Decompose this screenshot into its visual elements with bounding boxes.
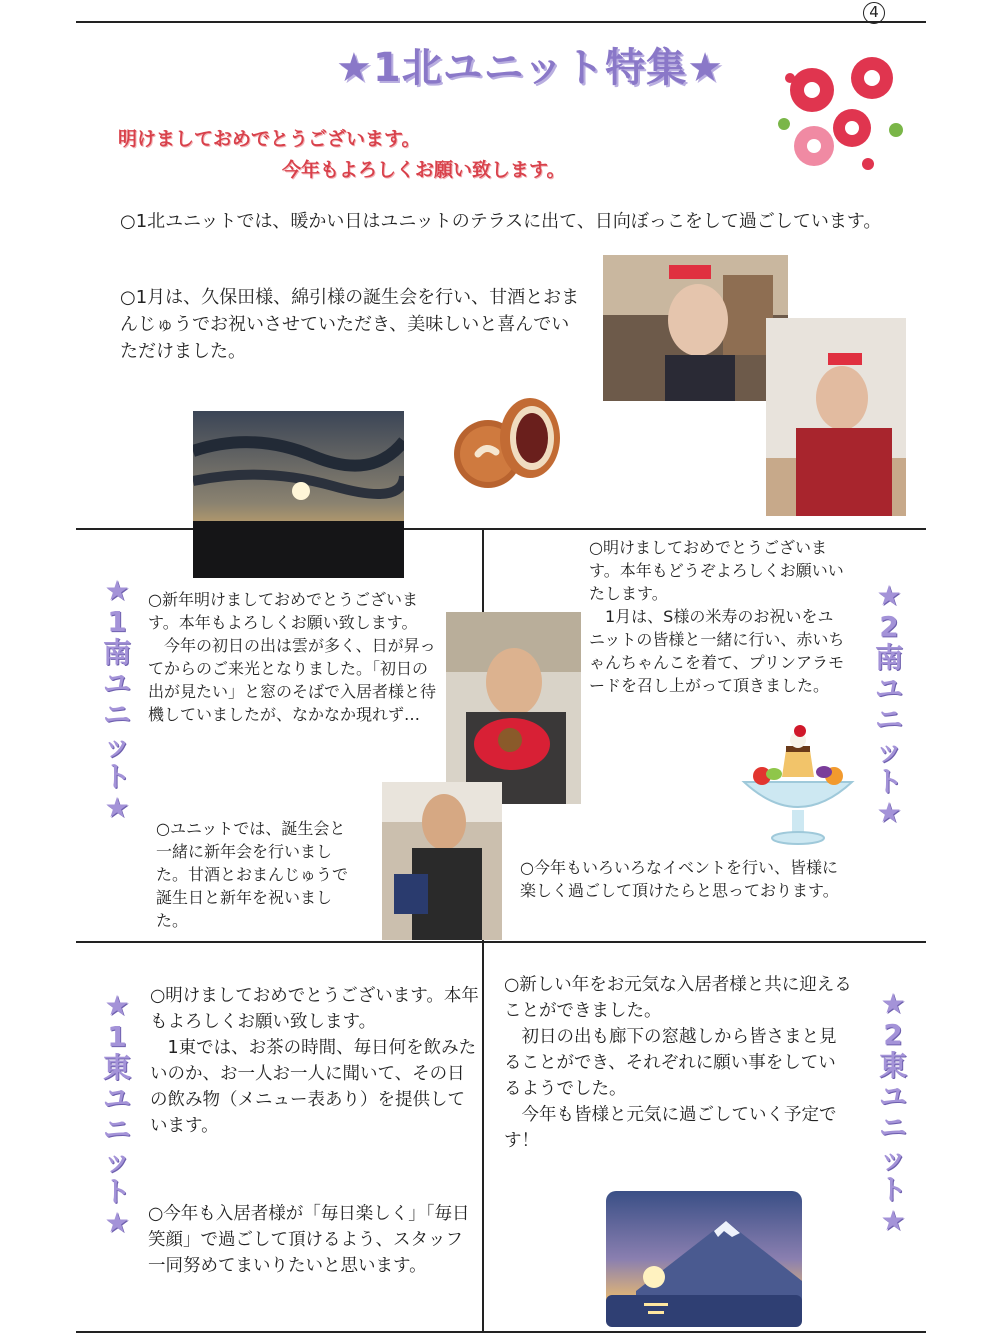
resident-photo-cup: [382, 782, 502, 940]
south2-paragraph-2: ○今年もいろいろなイベントを行い、皆様に楽しく過ごして頂けたらと思っております。: [520, 858, 839, 900]
south2-unit-label: ★2南ユニット★: [874, 579, 903, 829]
south1-paragraph-2: ○ユニットでは、誕生会と一緒に新年会を行いました。甘酒とおまんじゅうで誕生日と新年を祝いました。: [156, 819, 349, 930]
plum-blossom-illustration: [772, 50, 912, 180]
south1-unit-label: ★1南ユニット★: [102, 574, 131, 824]
resident-photo-birthday-1: [603, 255, 788, 401]
pudding-a-la-mode-illustration: [734, 722, 862, 848]
east2-paragraph-1: ○新しい年をお元気な入居者様と共に迎えることができました。 初日の出も廊下の窓越しから皆さまと見ることができ、それぞれに願い事をしているようでした。 今年も皆様と元気に過ごしていく予定です！: [504, 975, 852, 1151]
plum-flower-4: [794, 126, 834, 166]
page-number: 4: [863, 2, 885, 24]
east1-unit-label: ★1東ユニット★: [102, 989, 131, 1239]
column-divider-2: [482, 942, 484, 1332]
greeting-line-2: 今年もよろしくお願い致します。: [282, 159, 566, 181]
divider-2: [76, 941, 926, 943]
east1-paragraph-2: ○今年も入居者様が「毎日楽しく」「毎日笑顔」で過ごして頂けるよう、スタッフ一同努めてまいりたいと思います。: [148, 1204, 470, 1276]
manju-illustration: [446, 396, 566, 491]
plum-flower-1: [790, 68, 834, 112]
greeting-line-1: 明けましておめでとうございます。: [118, 128, 421, 150]
resident-photo-birthday-2: [766, 318, 906, 516]
page-title: ★1北ユニット特集★: [336, 45, 724, 91]
plum-flower-3: [833, 109, 871, 147]
east2-unit-label: ★2東ユニット★: [878, 987, 907, 1237]
north1-paragraph-2: ○1月は、久保田様、綿引様の誕生会を行い、甘酒とおまんじゅうでお祝いさせていただき、美味しいと喜んでいただけました。: [120, 287, 580, 362]
south2-paragraph-1: ○明けましておめでとうございます。本年もどうぞよろしくお願いいたします。 1月は、S様の米寿のお祝いをユニットの皆様と一緒に行い、赤いちゃんちゃんこを着て、プリンアラモードを召し上がって頂きました。: [589, 538, 845, 695]
bottom-rule: [76, 1331, 926, 1333]
plum-flower-2: [851, 57, 893, 99]
south1-paragraph-1: ○新年明けましておめでとうございます。本年もよろしくお願い致します。 今年の初日の出は雲が多く、日が昇ってからのご来光となりました。「初日の出が見たい」と窓のそばで入居者様と待機していましたが、なかなか現れず…: [148, 590, 437, 724]
resident-photo-cookie: [446, 612, 581, 804]
north1-paragraph-1: ○1北ユニットでは、暖かい日はユニットのテラスに出て、日向ぼっこをして過ごしています。: [120, 211, 882, 232]
sunrise-photo: [193, 411, 404, 578]
mount-fuji-sunrise-illustration: [606, 1191, 802, 1327]
top-rule: [76, 21, 926, 23]
east1-paragraph-1: ○明けましておめでとうございます。本年もよろしくお願い致します。 1東では、お茶の時間、毎日何を飲みたいのか、お一人お一人に聞いて、その日の飲み物（メニュー表あり）を提供しています。: [150, 986, 479, 1136]
